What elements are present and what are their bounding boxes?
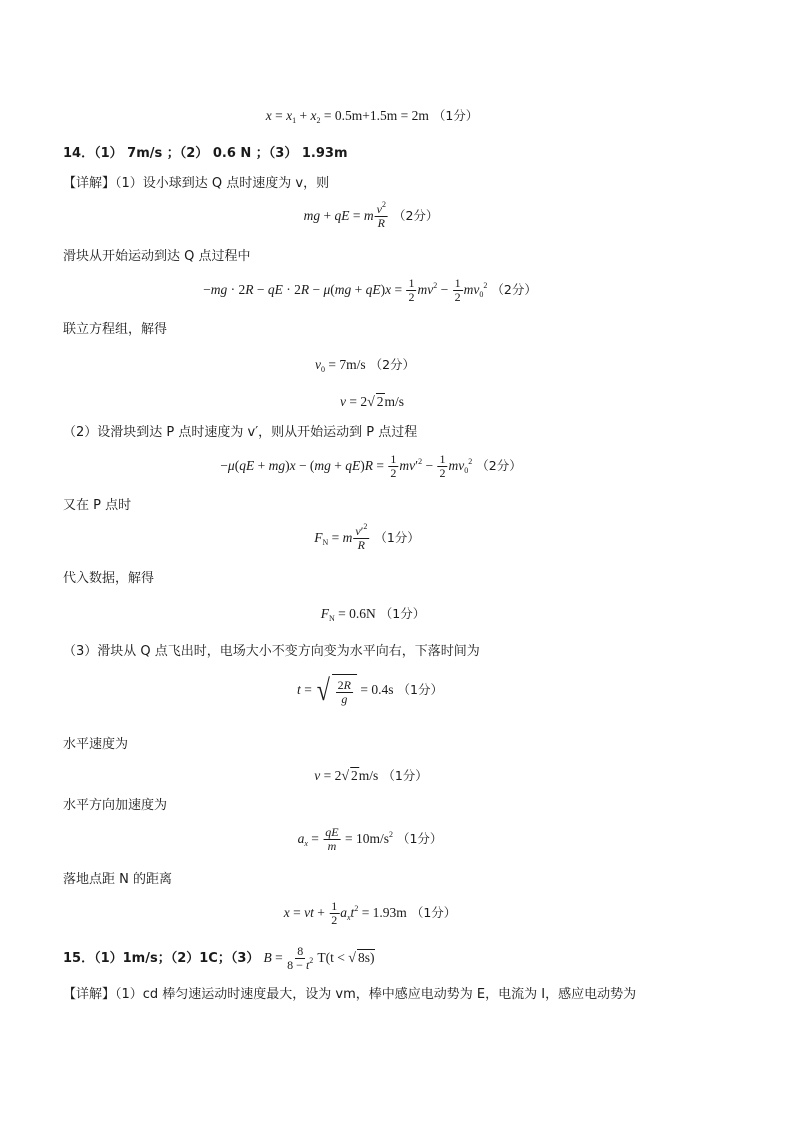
text-substitute: 代入数据，解得 [63,571,155,586]
text-landing-distance: 落地点距 N 的距离 [63,872,172,887]
equation-energy-to-q: −mg · 2R − qE · 2R − μ(mg + qE)x = $\frac{1}{2}$ $mv^2$ − $\frac{1}{2}$ $mv_0^2$ （2分） [203,276,537,305]
text-horizontal-acceleration: 水平方向加速度为 [63,798,168,813]
equation-v-result: v = 2√ 2m/s [339,394,405,410]
equation-normal-force: $F_N = m$ $\frac{v'^2}{R}$ （1分） [314,522,420,553]
text-at-p: 又在 P 点时 [63,498,132,513]
equation-horizontal-speed: v = 2√ 2m/s （1分） [314,768,428,784]
equation-total-displacement: $x = x_1 + x_2 = 0.5m+1.5m = 2m$ （1分） [265,108,479,125]
equation-fall-time: t = √ $\frac{2R}{g}$ = 0.4s （1分） [297,674,443,707]
equation-centripetal-q: mg + qE = m $\frac{v^2}{R}$ （2分） [303,200,439,231]
text-motion-to-p: （2）设滑块到达 P 点时速度为 v′，则从开始运动到 P 点过程 [63,425,418,440]
question-14-answers: 14．（1） 7m/s ；（2） 0.6 N ；（3） 1.93m [63,146,348,161]
question-14-detail-intro: 【详解】（1）设小球到达 Q 点时速度为 v，则 [63,176,330,191]
equation-landing-distance: x = vt + $\frac{1}{2}$ $a_xt^2 = 1.93m$ （1分） [283,899,457,928]
text-solve-system: 联立方程组，解得 [63,322,168,337]
text-motion-to-q: 滑块从开始运动到达 Q 点过程中 [63,249,251,264]
question-15-answers: 15．（1）1m/s；（2）1C；（3） B = $\frac{8}{8 - t^2}$ T(t < √ 8s) [63,944,375,973]
question-15-detail-intro: 【详解】（1）cd 棒匀速运动时速度最大，设为 vm，棒中感应电动势为 E，电流为 I，感应电动势为 [63,987,637,1002]
text-fall-time-intro: （3）滑块从 Q 点飞出时，电场大小不变方向变为水平向右，下落时间为 [63,644,480,659]
equation-v0-result: $v_0 = 7m/s$ （2分） [314,357,416,374]
text-horizontal-speed: 水平速度为 [63,737,129,752]
equation-horizontal-acceleration: $a_x$ = $\frac{qE}{m}$ = $10m/s^2$ （1分） [297,825,443,854]
equation-energy-to-p: −μ(qE + mg)x − (mg + qE)R = $\frac{1}{2}$ $mv'^2$ − $\frac{1}{2}$ $mv_0^2$ （2分） [220,452,522,481]
equation-fn-result: $F_N = 0.6N$ （1分） [320,606,426,623]
